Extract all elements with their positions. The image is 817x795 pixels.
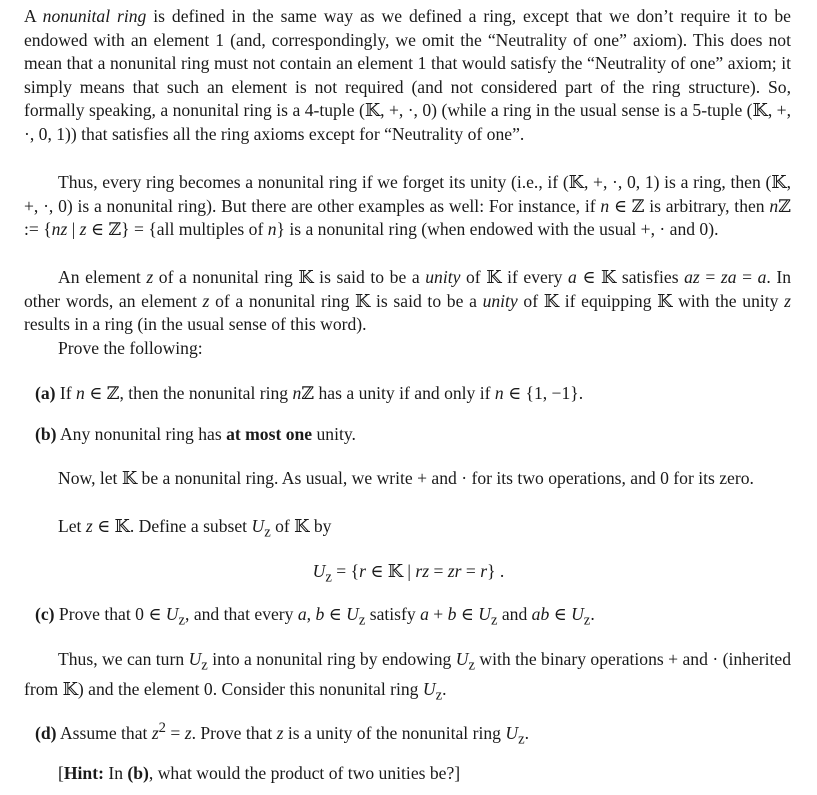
intro-paragraph-definition: A nonunital ring is defined in the same way as we defined a ring, except that we don’t require it to be endowed with an element 1 (and, correspondingly, we omit the “Neutrality of one” axiom). This does not mean that a nonunital ring must not contain an element 1 that would satisfy the “Neutrality of one” axiom; it simply means that such an element is not required (and not considered part of the ring structure). So, formally speaking, a nonunital ring is a 4-tuple (𝕂, +, ·, 0) (while a ring in the usual sense is a 5-tuple (𝕂, +, ·, 0, 1)) that satisfies all the ring axioms except for “Neutrality of one”. xyxy=(24,6,791,144)
paragraph-define-uz: Let z ∈ 𝕂. Define a subset $U_z$ of 𝕂 by xyxy=(58,516,332,541)
hint: [Hint: In (b), what would the product of two unities be?] xyxy=(58,763,461,783)
item-c: (c) Prove that 0 ∈ $U_z$, and that every a, b ∈ $U_z$ satisfy a + b ∈ $U_z$ and ab ∈ $U_z$. xyxy=(35,604,595,629)
item-b: (b) Any nonunital ring has at most one unity. xyxy=(35,424,356,444)
paragraph-turn-uz: Thus, we can turn $U_z$ into a nonunital ring by endowing $U_z$ with the binary operations + and · (inherited from 𝕂) and the element 0. Consider this nonunital ring $U_z$. xyxy=(24,649,791,704)
display-equation-uz: $U_z = \{r$ ∈ 𝕂 | rz = zr = r} . xyxy=(312,561,505,586)
intro-paragraph-unity: An element z of a nonunital ring 𝕂 is said to be a unity of 𝕂 if every a ∈ 𝕂 satisfies az = za = a. In other words, an element z of a nonunital ring 𝕂 is said to be a unity of 𝕂 if equipping 𝕂 with the unity z results in a ring (in the usual sense of this word). xyxy=(24,267,792,335)
item-a: (a) If n ∈ ℤ, then the nonunital ring nℤ has a unity if and only if n ∈ {1, −1}. xyxy=(35,383,584,403)
paragraph-let-k: Now, let 𝕂 be a nonunital ring. As usual, we write + and · for its two operations, and 0 for its zero. xyxy=(58,468,754,488)
intro-paragraph-prove: Prove the following: xyxy=(58,338,203,358)
intro-paragraph-examples: Thus, every ring becomes a nonunital ring if we forget its unity (i.e., if (𝕂, +, ·, 0, 1) is a ring, then (𝕂, +, ·, 0) is a nonunital ring). But there are other examples as well: For instance, if n ∈ ℤ is arbitrary, then nℤ := {nz | z ∈ ℤ} = {all multiples of n} is a nonunital ring (when endowed with the usual +, · and 0). xyxy=(24,172,791,240)
item-d: (d) Assume that $z^2 = z$. Prove that z is a unity of the nonunital ring $U_z$. xyxy=(35,720,529,748)
